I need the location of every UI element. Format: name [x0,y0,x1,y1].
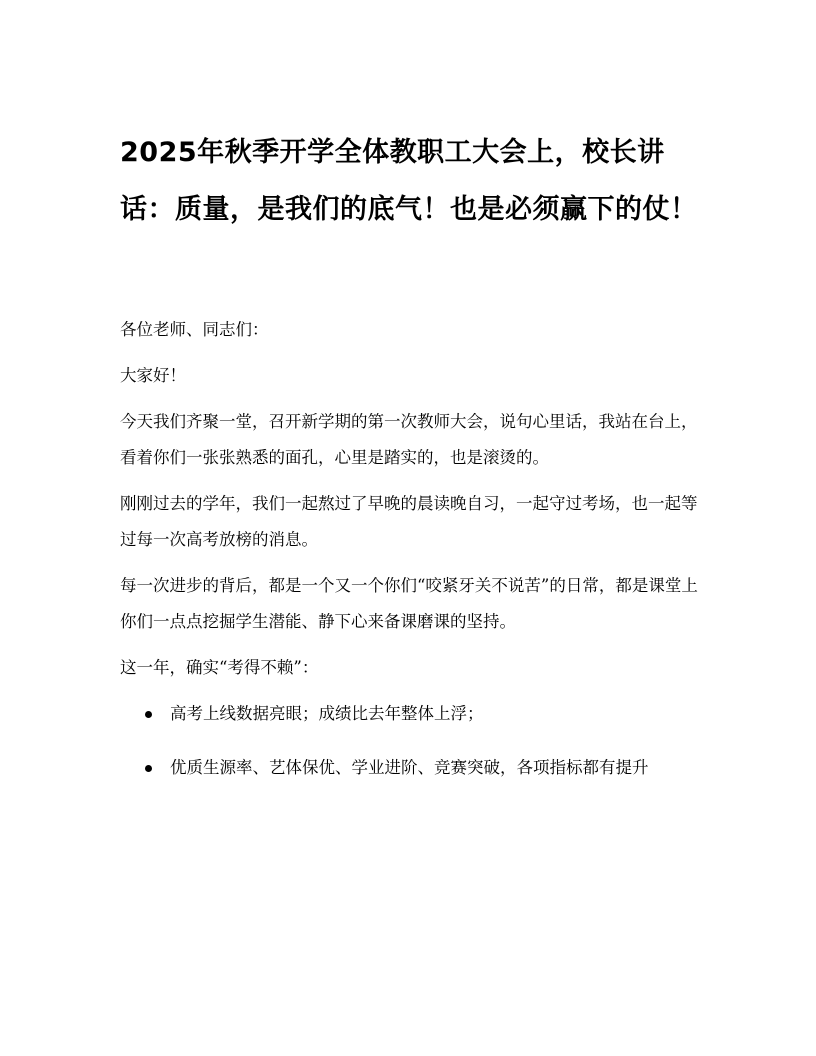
document-page [120,124,698,804]
list-item-text: 优质生源率、艺体保优、学业进阶、竞赛突破，各项指标都有提升 [170,758,649,777]
document-title: 2025年秋季开学全体教职工大会上，校长讲话：质量，是我们的底气！也是必须赢下的仗！ [120,137,698,225]
paragraph: 今天我们齐聚一堂，召开新学期的第一次教师大会，说句心里话，我站在台上，看着你们一张张熟悉的面孔，心里是踏实的，也是滚烫的。 [120,412,698,467]
bullet-icon [145,711,152,718]
list-item [120,696,698,732]
achievement-list [120,696,698,786]
greeting: 大家好！ [120,366,186,385]
paragraph: 刚刚过去的学年，我们一起熬过了早晚的晨读晚自习，一起守过考场，也一起等过每一次高考放榜的消息。 [120,494,698,549]
document-body [120,312,698,786]
list-item-text: 高考上线数据亮眼；成绩比去年整体上浮； [170,704,484,723]
paragraph: 每一次进步的背后，都是一个又一个你们“咬紧牙关不说苦”的日常，都是课堂上你们一点点挖掘学生潜能、静下心来备课磨课的坚持。 [120,576,698,631]
paragraph: 这一年，确实“考得不赖”： [120,658,319,677]
list-item [120,750,698,786]
salutation: 各位老师、同志们： [120,320,269,339]
bullet-icon [145,765,152,772]
